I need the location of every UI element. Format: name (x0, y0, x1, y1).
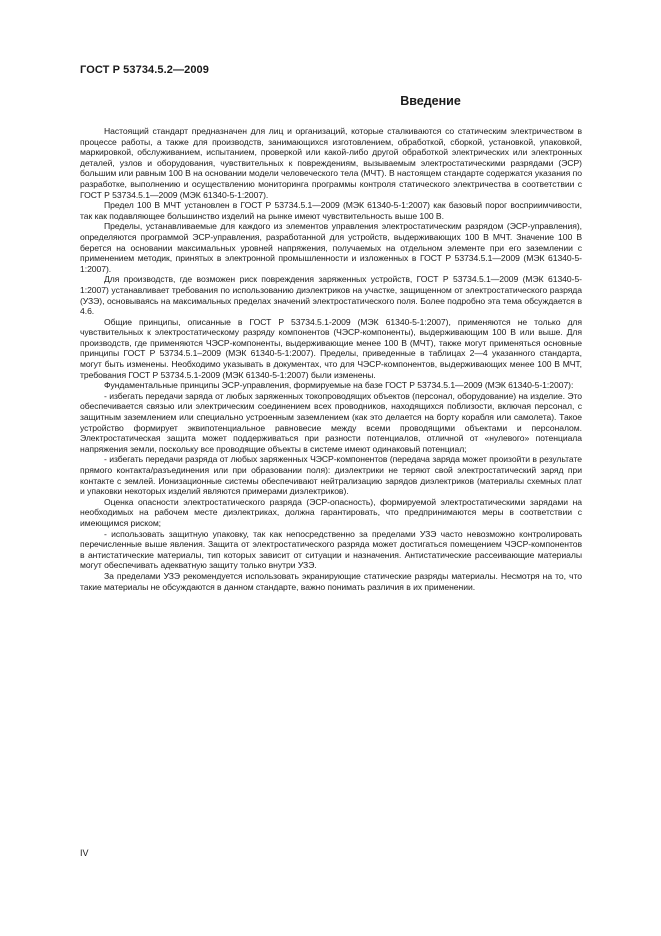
bullet-item: - избегать передачи заряда от любых заряженных токопроводящих объектов (персонал, оборудование) на изделие. Это обеспечивается связью или электрическим соединением всех проводников, находящихся поблизости, включая персонал, с защитным заземлением или специально устроенным заземлением (как это делается на борту корабля или самолета). Такое устройство формирует эквипотенциальное равновесие между всеми проводящими объектами и персоналом. Электростатическая защита может поддерживаться при разности потенциалов, отличной от «нулевого» потенциала напряжения земли, поскольку все проводящие объекты в системе имеют одинаковый потенциал; (80, 390, 582, 454)
document-header: ГОСТ Р 53734.5.2—2009 (80, 64, 209, 76)
paragraph-limits: Пределы, устанавливаемые для каждого из элементов управления электростатическим разрядом (ЭСР-управления), определяются программой ЭСР-управления, разработанной для устройств, выдерживающих 100 В МЧТ. Значение 100 В берется на основании максимальных уровней напряжения, получаемых на отдельном элементе при его заземлении с применением методик, принятых в электронной промышленности и изложенных в ГОСТ Р 53734.5.1—2009 (МЭК 61340-5-1:2007). (80, 221, 582, 274)
page-number: IV (80, 848, 89, 858)
paragraph-scope: Настоящий стандарт предназначен для лиц и организаций, которые сталкиваются со статическим электричеством в процессе работы, а также для производств, занимающихся изготовлением, обработкой, сборкой, установкой, упаковкой, маркировкой, обслуживанием, испытанием, проверкой или какой-либо другой обработкой электрических или электронных деталей, узлов и оборудования, чувствительных к повреждениям, вызываемым электростатическими разрядами (ЭСР) большим или равным 100 В на основании модели человеческого тела (МЧТ). В настоящем стандарте содержатся указания по разработке, выполнению и осуществлению мониторинга программы контроля статического электричества в соответствии с ГОСТ Р 53734.5.1—2009 (МЭК 61340-5-1:2007). (80, 126, 582, 200)
paragraph-risk-assessment: Оценка опасности электростатического разряда (ЭСР-опасность), формируемой электростатическими зарядами на необходимых на рабочем месте диэлектриках, должна гарантировать, что предпринимаются меры в соответствии с имеющимся риском; (80, 496, 582, 528)
bullet-item: - избегать передачи разряда от любых заряженных ЧЭСР-компонентов (передача заряда может произойти в результате прямого контакта/разъединения или при образовании поля): диэлектрики не теряют свой электростатический заряд при контакте с землей. Ионизационные системы обеспечивают нейтрализацию зарядов диэлектриков (материалы схемных плат и упаковки некоторых изделий являются примерами диэлектриков). (80, 454, 582, 497)
paragraph-dielectrics: Для производств, где возможен риск повреждения заряженных устройств, ГОСТ Р 53734.5.1—2009 (МЭК 61340-5-1:2007) устанавливает требования по использованию диэлектриков на участке, защищенном от электростатического разряда (УЗЭ), основываясь на максимальных пределах значений электростатического поля. Более подробно эта тема обсуждается в 4.6. (80, 274, 582, 317)
paragraph-fundamental-principles: Фундаментальные принципы ЭСР-управления, формируемые на базе ГОСТ Р 53734.5.1—2009 (МЭК 61340-5-1:2007): (104, 380, 574, 391)
bullet-item: - использовать защитную упаковку, так как непосредственно за пределами УЗЭ часто невозможно контролировать перечисленные выше явления. Защита от электростатического разряда может достигаться помещением ЧЭСР-компонентов в антистатические материалы, тип которых зависит от ситуации и назначения. Антистатические рассеивающие материалы могут обеспечивать адекватную защиту только внутри УЗЭ. (80, 528, 582, 571)
section-title: Введение (400, 94, 461, 108)
paragraph-threshold: Предел 100 В МЧТ установлен в ГОСТ Р 53734.5.1—2009 (МЭК 61340-5-1:2007) как базовый порог восприимчивости, так как подавляющее большинство изделий на рынке имеют чувствительность выше 100 В. (80, 200, 582, 221)
paragraph-general-principles: Общие принципы, описанные в ГОСТ Р 53734.5.1-2009 (МЭК 61340-5-1:2007), применяются не только для чувствительных к электростатическому разряду компонентов (ЧЭСР-компоненты), выдерживающим 100 В или выше. Для производств, где применяются ЧЭСР-компоненты, выдерживающие менее 100 В (МЧТ), также могут применяться основные принципы ГОСТ Р 53734.5.1–2009 (МЭК 61340-5-1:2007). Пределы, приведенные в таблицах 2—4 указанного стандарта, могут быть изменены. Необходимо указывать в документах, что для ЧЭСР-компонентов, выдерживающих менее 100 В МЧТ, требования ГОСТ Р 53734.5.1-2009 (МЭК 61340-5-1:2007) были изменены. (80, 316, 582, 380)
paragraph-shielding: За пределами УЗЭ рекомендуется использовать экранирующие статические разряды материалы. Несмотря на то, что такие материалы не обсуждаются в данном стандарте, важно понимать различия в их применении. (80, 570, 582, 592)
body-text (80, 126, 582, 592)
